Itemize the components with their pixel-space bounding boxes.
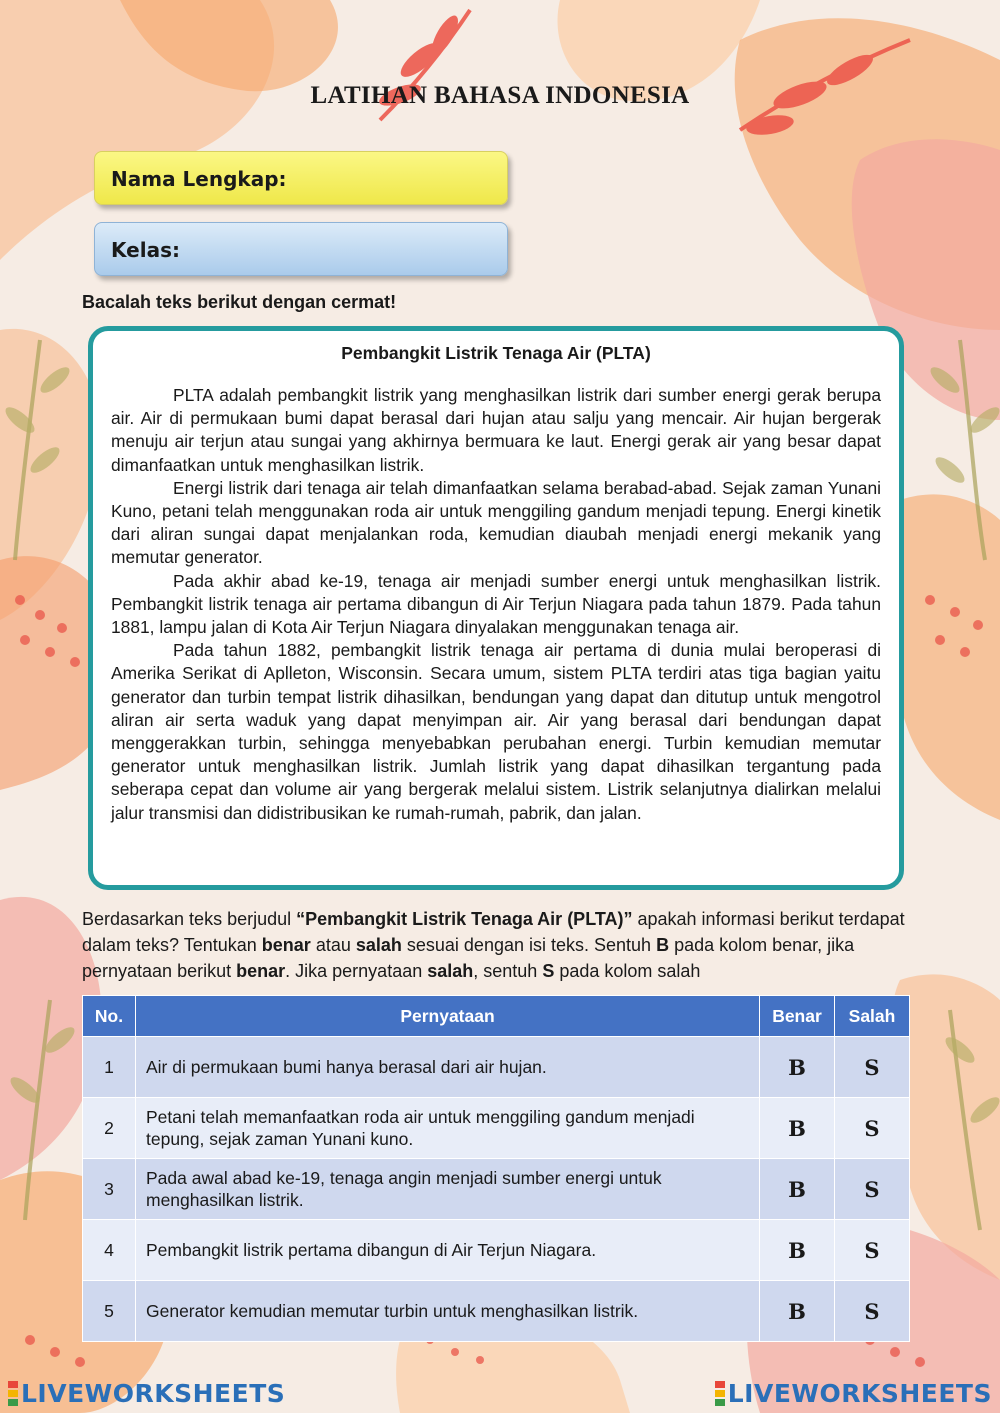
row-number: 4 (83, 1220, 136, 1281)
header-true: Benar (760, 996, 835, 1037)
header-no: No. (83, 996, 136, 1037)
question-text: , sentuh (473, 961, 543, 981)
false-choice-button[interactable]: S (864, 1298, 880, 1324)
header-false: Salah (835, 996, 910, 1037)
table-row (83, 1037, 910, 1098)
question-text-bold: salah (427, 961, 474, 981)
full-name-field[interactable] (94, 151, 508, 205)
table-header-row (83, 996, 910, 1037)
true-choice-button[interactable]: B (788, 1237, 806, 1263)
false-choice-button[interactable]: S (864, 1054, 880, 1080)
reading-paragraph-1: PLTA adalah pembangkit listrik yang menghasilkan listrik dari sumber energi gerak berupa air. Air di permukaan bumi dapat berasal dari hujan atau salju yang mencair. Air hujan bergerak menuju air terjun atau sungai yang akhirnya bermuara ke laut. Energi gerak air yang besar dapat dimanfaatkan untuk menghasilkan listrik. (111, 385, 881, 475)
liveworksheets-mark-icon (8, 1380, 18, 1407)
question-text: sesuai dengan isi teks. Sentuh (401, 935, 657, 955)
class-field[interactable] (94, 222, 508, 276)
liveworksheets-logo-left[interactable] (8, 1379, 285, 1408)
question-instruction (82, 906, 922, 984)
table-row (83, 1159, 910, 1220)
question-text-bold: B (656, 935, 670, 955)
question-text-bold: benar (236, 961, 286, 981)
full-name-label: Nama Lengkap: (111, 167, 287, 191)
reading-text-box (88, 326, 904, 890)
page-title: LATIHAN BAHASA INDONESIA (310, 82, 690, 109)
table-row (83, 1281, 910, 1342)
row-statement: Air di permukaan bumi hanya berasal dari air hujan. (136, 1037, 760, 1098)
question-text-bold: salah (355, 935, 402, 955)
reading-paragraph-3: Pada akhir abad ke-19, tenaga air menjadi sumber energi untuk menghasilkan listrik. Pembangkit listrik tenaga air pertama dibangun di Air Terjun Niagara pada tahun 1879. Pada tahun 1881, lampu jalan di Kota Air Terjun Niagara dinyalakan menggunakan tenaga air. (111, 570, 881, 638)
row-number: 3 (83, 1159, 136, 1220)
false-choice-button[interactable]: S (864, 1176, 880, 1202)
false-choice-button[interactable]: S (864, 1115, 880, 1141)
reading-instruction: Bacalah teks berikut dengan cermat! (82, 292, 397, 312)
row-number: 5 (83, 1281, 136, 1342)
logo-text: LIVEWORKSHEETS (727, 1379, 992, 1408)
liveworksheets-mark-icon (715, 1380, 725, 1407)
row-number: 2 (83, 1098, 136, 1159)
logo-text: LIVEWORKSHEETS (21, 1379, 286, 1408)
false-choice-button[interactable]: S (864, 1237, 880, 1263)
true-choice-button[interactable]: B (788, 1176, 806, 1202)
reading-paragraph-2: Energi listrik dari tenaga air telah dimanfaatkan selama berabad-abad. Sejak zaman Yunani Kuno, petani telah menggunakan roda air untuk menggiling gandum menjadi tepung. Energi kinetik dari aliran sungai dapat menjalankan roda, kemudian diaubah menjadi energi mekanik yang memutar generator. (111, 477, 881, 568)
row-statement: Pembangkit listrik pertama dibangun di Air Terjun Niagara. (136, 1220, 760, 1281)
question-text-bold: benar (261, 935, 311, 955)
true-choice-button[interactable]: B (788, 1298, 806, 1324)
question-text-bold: S (542, 961, 555, 981)
row-statement: Generator kemudian memutar turbin untuk menghasilkan listrik. (136, 1281, 760, 1342)
row-statement: Petani telah memanfaatkan roda air untuk menggiling gandum menjadi tepung, sejak zaman Yunani kuno. (136, 1098, 760, 1159)
liveworksheets-logo-right[interactable] (715, 1379, 992, 1408)
statement-table (82, 995, 910, 1342)
class-label: Kelas: (111, 238, 180, 262)
table-row (83, 1220, 910, 1281)
header-statement: Pernyataan (136, 996, 760, 1037)
question-text: pada kolom salah (554, 961, 701, 981)
reading-paragraph-4: Pada tahun 1882, pembangkit listrik tenaga air pertama di dunia mulai beroperasi di Amerika Serikat di Aplleton, Wisconsin. Secara umum, sistem PLTA terdiri atas tiga bagian yaitu generator dan turbin tempat listrik dihasilkan, bendungan yang dapat dan ditutup untuk mengotrol aliran air serta waduk yang dapat menyimpan air. Air yang berasal dari bendungan dapat menggerakkan turbin, sehingga menyebabkan perubahan energi. Turbin kemudian memutar generator untuk menghasilkan listrik. Jumlah listrik yang dapat dihasilkan tergantung pada seberapa cepat dan volume air yang bergerak melalui sistem. Listrik selanjutnya dialirkan melalui jalur transmisi dan didistribusikan ke rumah-rumah, pabrik, dan jalan. (111, 640, 881, 823)
question-text: atau (310, 935, 356, 955)
row-number: 1 (83, 1037, 136, 1098)
question-text: pada kolom benar, jika pernyataan berikut (82, 935, 855, 981)
question-text: apakah informasi berikut terdapat dalam teks? Tentukan (82, 909, 905, 955)
true-choice-button[interactable]: B (788, 1054, 806, 1080)
reading-title: Pembangkit Listrik Tenaga Air (PLTA) (341, 343, 651, 363)
question-text: . Jika pernyataan (285, 961, 428, 981)
true-choice-button[interactable]: B (788, 1115, 806, 1141)
question-text: Berdasarkan teks berjudul (82, 909, 297, 929)
question-text-bold: “Pembangkit Listrik Tenaga Air (PLTA)” (296, 909, 633, 929)
table-row (83, 1098, 910, 1159)
row-statement: Pada awal abad ke-19, tenaga angin menjadi sumber energi untuk menghasilkan listrik. (136, 1159, 760, 1220)
